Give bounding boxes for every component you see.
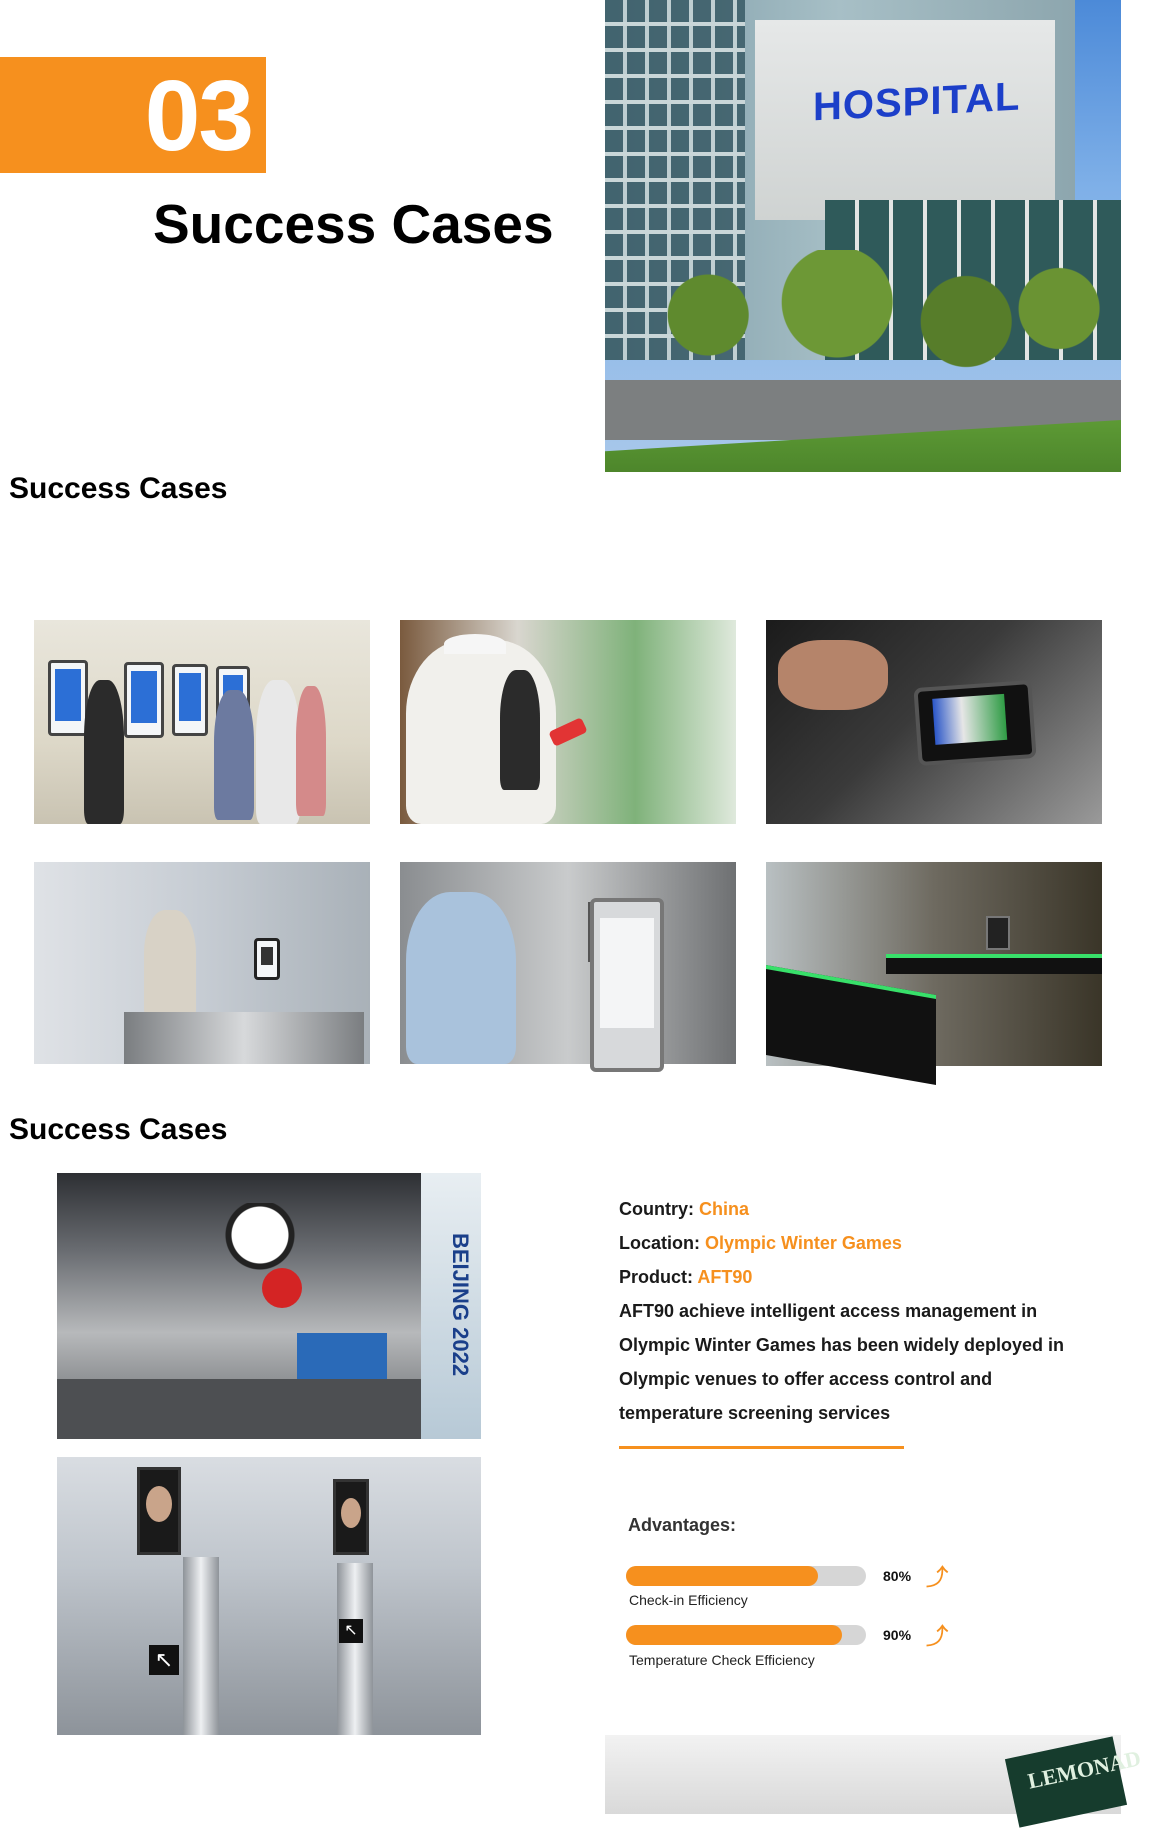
venue-banner	[421, 1173, 481, 1439]
hospital-building-image	[605, 0, 1121, 472]
case-description	[619, 1294, 1099, 1430]
case-photo-handheld-scanner	[400, 620, 736, 824]
description-line: Olympic venues to offer access control and	[619, 1369, 993, 1389]
case-photo-speed-gates	[766, 862, 1102, 1066]
arrow-icon: ↖	[149, 1645, 179, 1675]
case-photo-kiosks	[34, 620, 370, 824]
case-photo-temperature-terminal	[400, 862, 736, 1064]
checkin-efficiency-fill	[626, 1566, 818, 1586]
location-row	[619, 1226, 1099, 1260]
cafe-image	[605, 1735, 1144, 1814]
section-number-badge	[0, 57, 266, 173]
description-line: Olympic Winter Games has been widely deployed in	[619, 1335, 1064, 1355]
description-line: temperature screening services	[619, 1403, 891, 1423]
temperature-check-efficiency-fill	[626, 1625, 842, 1645]
section-title-2: Success Cases	[9, 1113, 228, 1146]
location-label: Location:	[619, 1233, 700, 1253]
face-recognition-gates-image	[57, 1457, 481, 1735]
product-value: AFT90	[697, 1267, 753, 1287]
country-row	[619, 1192, 1099, 1226]
product-row	[619, 1260, 1099, 1294]
case-photo-qr-scan	[766, 620, 1102, 824]
section-title-1: Success Cases	[9, 472, 228, 505]
temperature-check-efficiency-percent: 90%	[883, 1627, 912, 1643]
trend-up-icon: ⤴	[926, 1565, 949, 1590]
section-number: 03	[144, 60, 252, 172]
orange-divider	[619, 1446, 904, 1449]
temperature-check-efficiency-label: Temperature Check Efficiency	[629, 1652, 815, 1668]
country-label: Country:	[619, 1199, 694, 1219]
case-photo-turnstile-masked	[34, 862, 370, 1064]
venue-banner-text: BEIJING 2022	[448, 1233, 473, 1377]
hospital-sign: HOSPITAL	[813, 74, 1021, 130]
product-label: Product:	[619, 1267, 693, 1287]
page-title: Success Cases	[153, 193, 554, 255]
arrow-icon: ↖	[339, 1619, 363, 1643]
description-line: AFT90 achieve intelligent access management in	[619, 1301, 1038, 1321]
checkin-efficiency-bar	[626, 1566, 866, 1586]
country-value: China	[699, 1199, 750, 1219]
checkin-efficiency-percent: 80%	[883, 1568, 912, 1584]
trend-up-icon: ⤴	[926, 1624, 949, 1649]
case-info-block	[619, 1192, 1099, 1430]
location-value: Olympic Winter Games	[705, 1233, 902, 1253]
temperature-check-efficiency-bar	[626, 1625, 866, 1645]
olympic-venue-image	[57, 1173, 481, 1439]
cafe-sign: LEMONAD	[1005, 1736, 1127, 1827]
advantages-title: Advantages:	[628, 1515, 737, 1535]
checkin-efficiency-label: Check-in Efficiency	[629, 1592, 748, 1608]
